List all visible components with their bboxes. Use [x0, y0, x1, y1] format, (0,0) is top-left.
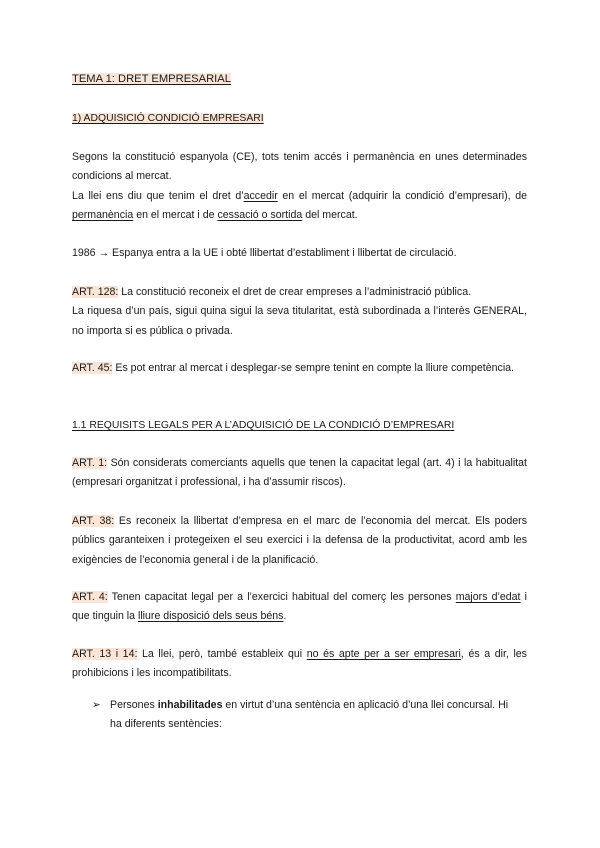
- section-1-1-text: 1.1 REQUISITS LEGALS PER A L’ADQUISICIÓ DE LA CONDICIÓ D’EMPRESARI: [72, 420, 455, 431]
- art-13-14-label: ART. 13 i 14:: [72, 648, 138, 660]
- section-heading-1: [72, 109, 527, 128]
- art-38-label: ART. 38:: [72, 515, 115, 527]
- bullet-text: Persones inhabilitades en virtut d’una sentència en aplicació d’una llei concursal. Hi ha diferents sentències:: [110, 699, 509, 731]
- intro-paragraph: [72, 148, 527, 225]
- section-1-text: 1) ADQUISICIÓ CONDICIÓ EMPRESARI: [72, 113, 264, 124]
- intro-line-2: La llei ens diu que tenim el dret d’accedir en el mercat (adquirir la condició d’empresari), de permanència en el mercat i de cessació o sortida del mercat.: [72, 189, 527, 221]
- inhabilitades-term: inhabilitades: [157, 699, 223, 711]
- art-13-14-block: ART. 13 i 14: La llei, però, també estableix qui no és apte per a ser empresari, és a dir, les prohibicions i les incompatibilitats.: [72, 648, 527, 680]
- accedir-term: accedir: [243, 189, 278, 202]
- art-1-label: ART. 1:: [72, 457, 108, 469]
- art-45-label: ART. 45:: [72, 362, 113, 374]
- lliure-term: lliure disposició dels seus béns: [137, 610, 284, 623]
- majors-term: majors d’edat: [455, 591, 521, 603]
- arrow-bullet-icon: ➢: [92, 699, 101, 711]
- section-heading-1-1: [72, 416, 527, 435]
- intro-line-1: Segons la constitució espanyola (CE), tots tenim accés i permanència en unes determinades condicions al mercat.: [72, 151, 527, 183]
- permanencia-term: permanència: [72, 208, 134, 221]
- title-text: TEMA 1: DRET EMPRESARIAL: [72, 73, 231, 85]
- art-128-block: ART. 128: La constitució reconeix el dret de crear empreses a l’administració pública. La riquesa d’un país, sigui quina sigui la seva titularitat, està subordinada a l’interès GENERAL, no importa si es pública o privada.: [72, 283, 527, 341]
- document-title: [72, 70, 527, 89]
- art-1-block: ART. 1: Són considerats comerciants aquells que tenen la capacitat legal (art. 4) i la habitualitat (empresari organitzat i professional, i ha d’assumir riscos).: [72, 457, 527, 489]
- art-38-block: ART. 38: Es reconeix la llibertat d’empresa en el marc de l’economia del mercat. Els poders públics garanteixen i protegeixen el seu exercici i la defensa de la productivitat, acord amb les exigències de l’economia general i de la planificació.: [72, 515, 528, 566]
- art-4-label: ART. 4:: [72, 591, 108, 603]
- art-45-block: ART. 45: Es pot entrar al mercat i desplegar-se sempre tenint en compte la lliure competència.: [72, 362, 515, 374]
- art-128-text-2: La riquesa d’un país, sigui quina sigui la seva titularitat, està subordinada a l’interès GENERAL, no importa si es pública o privada.: [72, 305, 527, 337]
- cessacio-term: cessació o sortida: [217, 208, 303, 221]
- history-line: 1986 → Espanya entra a la UE i obté llibertat d’establiment i llibertat de circulació.: [72, 247, 457, 259]
- art-128-label: ART. 128:: [72, 286, 119, 298]
- no-apte-term: no és apte per a ser empresari: [306, 648, 461, 660]
- art-4-block: ART. 4: Tenen capacitat legal per a l’exercici habitual del comerç les persones majors d’edat i que tinguin la lliure disposició dels seus béns.: [72, 591, 528, 623]
